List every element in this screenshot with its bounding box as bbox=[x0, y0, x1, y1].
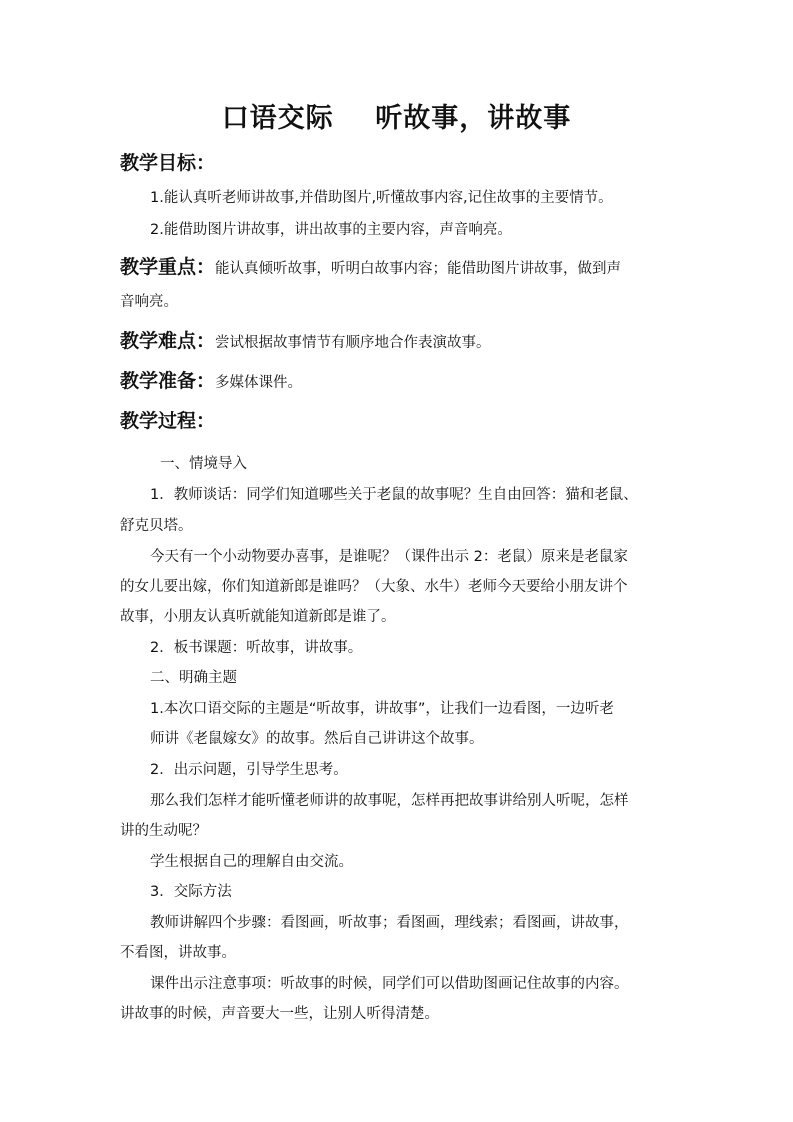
key-points-line-2: 音响亮。 bbox=[120, 294, 178, 310]
difficulty-text: 尝试根据故事情节有顺序地合作表演故事。 bbox=[215, 335, 491, 351]
paragraph-3: 2．板书课题：听故事，讲故事。 bbox=[150, 640, 363, 656]
preparation-text: 多媒体课件。 bbox=[215, 375, 303, 391]
section-heading-2: 二、明确主题 bbox=[150, 670, 237, 686]
difficulty-row bbox=[120, 326, 491, 353]
objective-1: 1.能认真听老师讲故事,并借助图片,听懂故事内容,记住故事的主要情节。 bbox=[150, 190, 613, 206]
key-points-heading: 教学重点： bbox=[120, 256, 216, 278]
key-points-row bbox=[120, 252, 621, 279]
paragraph-5: 2．出示问题，引导学生思考。 bbox=[150, 762, 348, 778]
objectives-heading: 教学目标： bbox=[120, 152, 216, 174]
paragraph-10-line-1: 课件出示注意事项：听故事的时候，同学们可以借助图画记住故事的内容。 bbox=[150, 976, 629, 992]
paragraph-4-line-2: 师讲《老鼠嫁女》的故事。然后自己讲讲这个故事。 bbox=[150, 731, 484, 747]
paragraph-4-line-1: 1.本次口语交际的主题是“听故事，讲故事”，让我们一边看图，一边听老 bbox=[150, 701, 614, 717]
paragraph-9-line-1: 教师讲解四个步骤：看图画，听故事；看图画，理线索；看图画，讲故事， bbox=[150, 915, 629, 931]
difficulty-heading: 教学难点： bbox=[120, 330, 216, 352]
paragraph-7: 学生根据自己的理解自由交流。 bbox=[150, 854, 353, 870]
paragraph-6-line-1: 那么我们怎样才能听懂老师讲的故事呢，怎样再把故事讲给别人听呢，怎样 bbox=[150, 793, 629, 809]
paragraph-1-line-2: 舒克贝塔。 bbox=[120, 518, 193, 534]
paragraph-2-line-1: 今天有一个小动物要办喜事，是谁呢？（课件出示 2：老鼠）原来是老鼠家 bbox=[150, 549, 628, 565]
page-title: 口语交际 听故事，讲故事 bbox=[221, 103, 572, 134]
paragraph-2-line-3: 故事，小朋友认真听就能知道新郎是谁了。 bbox=[120, 609, 396, 625]
paragraph-10-line-2: 讲故事的时候，声音要大一些，让别人听得清楚。 bbox=[120, 1006, 439, 1022]
objective-2: 2.能借助图片讲故事，讲出故事的主要内容，声音响亮。 bbox=[150, 222, 512, 238]
key-points-text: 能认真倾听故事，听明白故事内容；能借助图片讲故事，做到声 bbox=[215, 261, 622, 277]
section-heading-1: 一、情境导入 bbox=[160, 456, 247, 472]
paragraph-6-line-2: 讲的生动呢？ bbox=[120, 823, 207, 839]
preparation-row bbox=[120, 366, 302, 393]
paragraph-1-line-1: 1．教师谈话：同学们知道哪些关于老鼠的故事呢？生自由回答：猫和老鼠、 bbox=[150, 487, 638, 503]
paragraph-8: 3．交际方法 bbox=[150, 884, 232, 900]
paragraph-9-line-2: 不看图，讲故事。 bbox=[120, 945, 236, 961]
paragraph-2-line-2: 的女儿要出嫁，你们知道新郎是谁吗？（大象、水牛）老师今天要给小朋友讲个 bbox=[120, 579, 628, 595]
preparation-heading: 教学准备： bbox=[120, 370, 216, 392]
process-heading: 教学过程： bbox=[120, 410, 216, 432]
